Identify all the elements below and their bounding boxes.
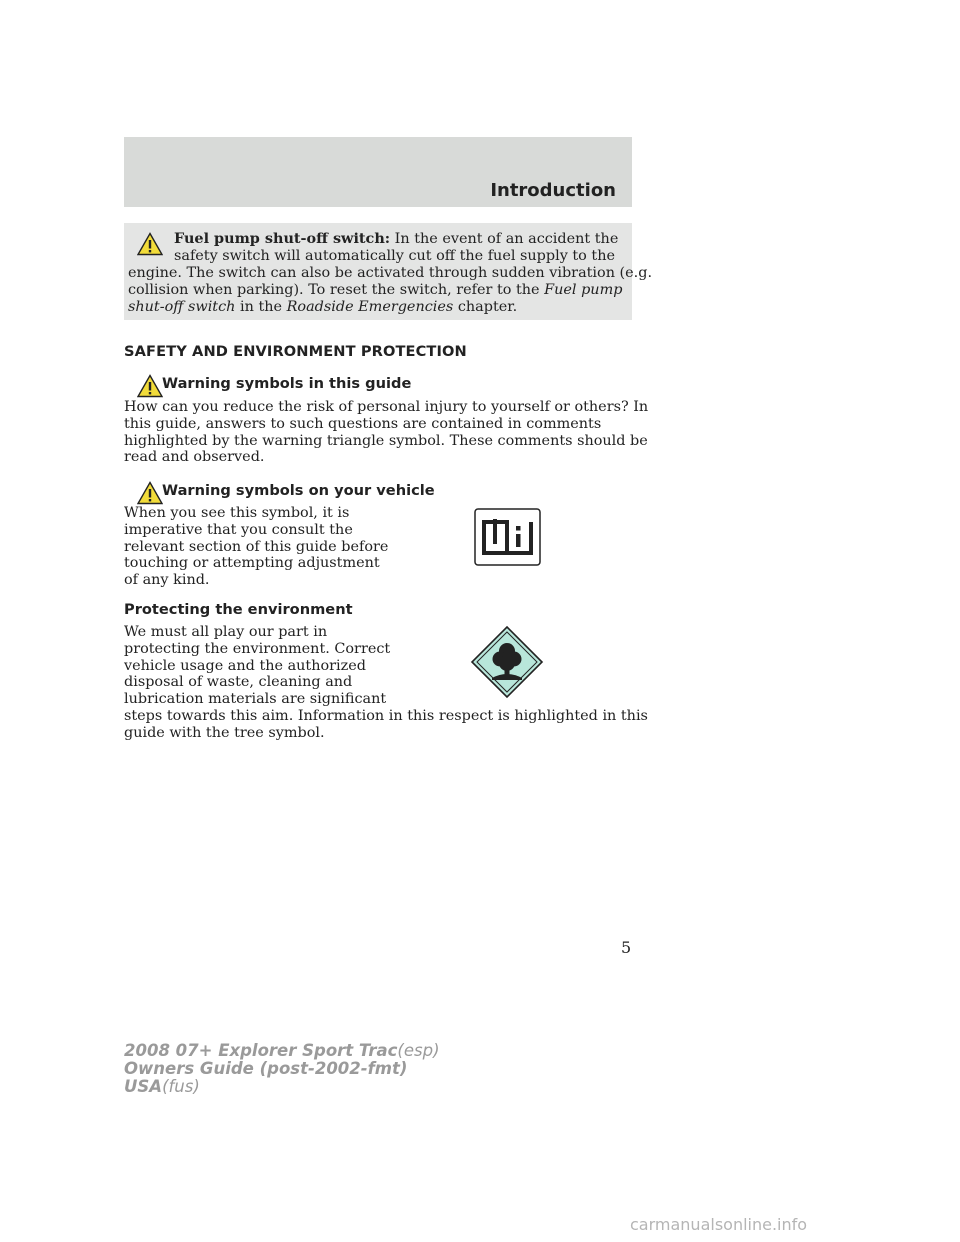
- warning-text-1: In the event of an accident the: [390, 231, 619, 247]
- paragraph-line: How can you reduce the risk of personal injury to yourself or others? In: [124, 399, 649, 415]
- paragraph-line: highlighted by the warning triangle symbol. These comments should be: [124, 432, 648, 449]
- warning-triangle-icon: [137, 481, 163, 505]
- footer-model: 2008 07+ Explorer Sport Trac: [124, 1041, 398, 1060]
- footer-market-code: (fus): [162, 1077, 200, 1096]
- section-heading: SAFETY AND ENVIRONMENT PROTECTION: [124, 343, 467, 360]
- environment-heading: Protecting the environment: [124, 601, 353, 618]
- guide-symbols-heading: Warning symbols in this guide: [162, 375, 412, 392]
- warning-triangle-icon: [137, 232, 163, 256]
- warning-line-3: [128, 265, 652, 282]
- warning-lead: Fuel pump shut-off switch:: [174, 230, 391, 247]
- page-number: 5: [621, 938, 632, 957]
- vehicle-symbols-heading: Warning symbols on your vehicle: [162, 482, 435, 499]
- paragraph-line: steps towards this aim. Information in this respect is highlighted in this: [124, 707, 648, 724]
- paragraph-line: of any kind.: [124, 572, 210, 589]
- guide-symbols-paragraph: [124, 399, 648, 466]
- warning-ref-fuel-pump: Fuel pump: [544, 282, 623, 298]
- warning-line-2: [174, 248, 615, 265]
- footer-line-2: Owners Guide (post-2002-fmt): [124, 1059, 408, 1078]
- warning-line-4: [128, 282, 622, 299]
- paragraph-line: protecting the environment. Correct: [124, 640, 391, 657]
- tree-symbol-icon: [470, 625, 544, 699]
- warning-ref-shutoff: shut-off switch: [128, 299, 236, 315]
- paragraph-line: touching or attempting adjustment: [124, 555, 380, 572]
- paragraph-line: imperative that you consult the: [124, 521, 353, 538]
- manual-book-icon: [474, 508, 541, 566]
- watermark: carmanualsonline.info: [630, 1215, 808, 1234]
- section-header: [124, 137, 632, 207]
- paragraph-line: vehicle usage and the authorized: [124, 657, 366, 674]
- warning-text-4: collision when parking). To reset the switch, refer to the: [128, 282, 545, 298]
- paragraph-line: read and observed.: [124, 449, 265, 466]
- paragraph-line: When you see this symbol, it is: [124, 505, 350, 521]
- warning-text-5a: in the: [235, 299, 287, 315]
- warning-line-5: [128, 299, 517, 316]
- paragraph-line: this guide, answers to such questions are contained in comments: [124, 415, 602, 432]
- paragraph-line: relevant section of this guide before: [124, 538, 389, 555]
- footer-line-1: [124, 1042, 440, 1059]
- section-title: Introduction: [490, 180, 616, 201]
- footer-line-3: [124, 1078, 200, 1095]
- warning-text-5b: chapter.: [453, 299, 518, 315]
- warning-triangle-icon: [137, 374, 163, 398]
- warning-text-3: engine. The switch can also be activated through sudden vibration (e.g.: [128, 265, 653, 281]
- paragraph-line: lubrication materials are significant: [124, 691, 387, 708]
- paragraph-line: disposal of waste, cleaning and: [124, 674, 353, 691]
- paragraph-line: guide with the tree symbol.: [124, 724, 325, 741]
- footer-market: USA: [124, 1077, 163, 1096]
- footer-model-code: (esp): [397, 1041, 440, 1060]
- vehicle-symbols-paragraph: [124, 505, 388, 589]
- environment-paragraph: [124, 624, 648, 742]
- warning-ref-chapter: Roadside Emergencies: [286, 299, 454, 315]
- warning-line-1: [174, 231, 618, 248]
- paragraph-line: We must all play our part in: [124, 624, 328, 640]
- warning-text-2: safety switch will automatically cut off the fuel supply to the: [174, 248, 615, 264]
